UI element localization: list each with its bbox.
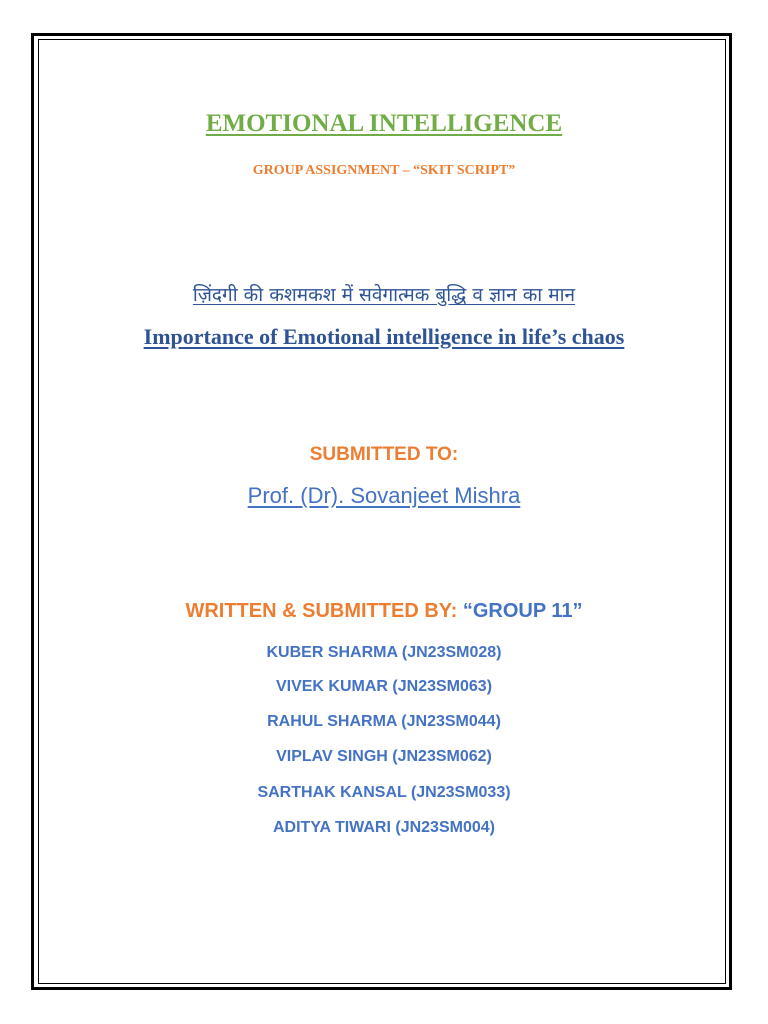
subtitle: GROUP ASSIGNMENT – “SKIT SCRIPT” xyxy=(252,163,516,178)
hindi-title: ज़िंदगी की कशमकश में सवेगात्मक बुद्धि व ज्ञान का मान xyxy=(192,284,576,306)
main-title: EMOTIONAL INTELLIGENCE xyxy=(205,110,563,137)
member-name: SARTHAK KANSAL (JN23SM033) xyxy=(257,784,511,801)
written-by-label: WRITTEN & SUBMITTED BY: xyxy=(185,600,458,622)
member-name: VIVEK KUMAR (JN23SM063) xyxy=(275,678,493,695)
group-name: “GROUP 11” xyxy=(462,600,583,622)
professor-name: Prof. (Dr). Sovanjeet Mishra xyxy=(247,483,521,508)
page-border-inner xyxy=(38,39,726,984)
english-title: Importance of Emotional intelligence in life’s chaos xyxy=(143,324,625,349)
member-name: VIPLAV SINGH (JN23SM062) xyxy=(276,748,492,765)
written-by-heading xyxy=(0,600,768,623)
submitted-to-label: SUBMITTED TO: xyxy=(309,444,459,465)
member-name: ADITYA TIWARI (JN23SM004) xyxy=(273,819,495,836)
member-name: KUBER SHARMA (JN23SM028) xyxy=(266,644,502,661)
member-name: RAHUL SHARMA (JN23SM044) xyxy=(267,713,501,730)
